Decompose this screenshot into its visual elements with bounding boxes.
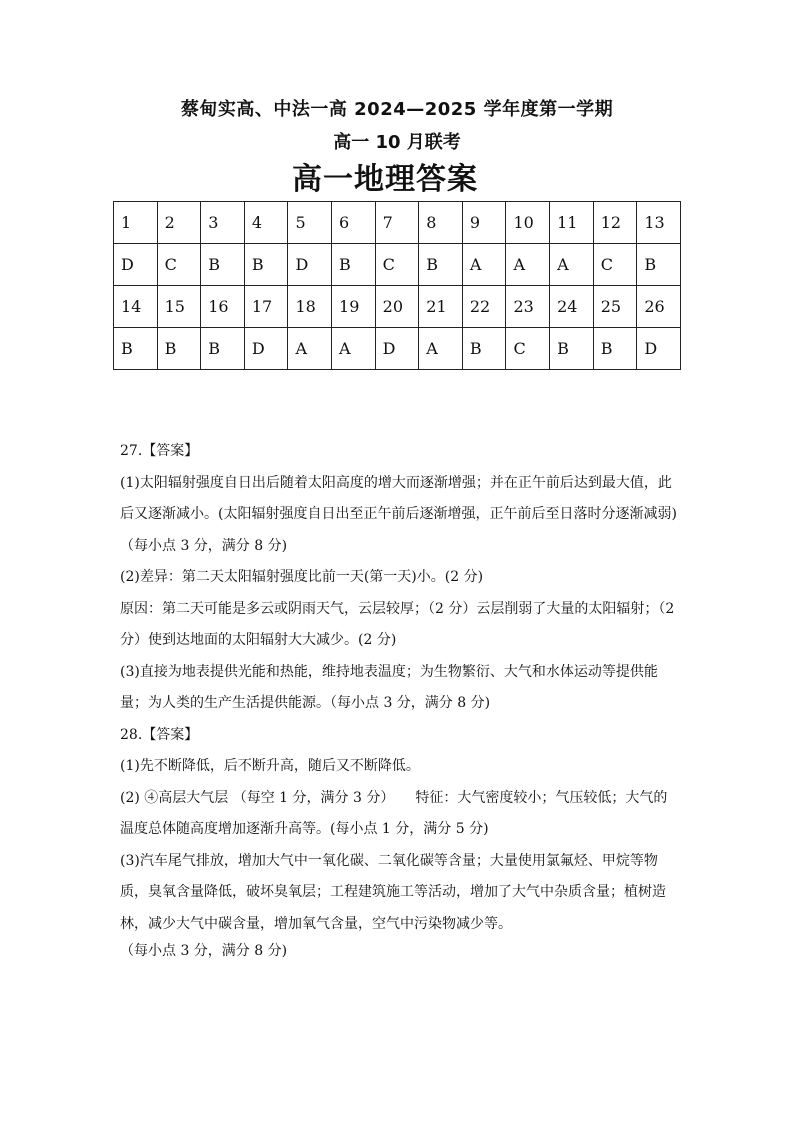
question-number-cell: 17 — [244, 286, 288, 328]
question-number-cell: 18 — [288, 286, 332, 328]
question-number-cell: 11 — [550, 202, 594, 244]
question-number-cell: 22 — [462, 286, 506, 328]
answer-letter-cell: D — [375, 328, 419, 370]
question-number-cell: 26 — [637, 286, 681, 328]
answer-letter-cell: B — [462, 328, 506, 370]
answer-letter-cell: A — [550, 244, 594, 286]
question-number-row — [114, 286, 681, 328]
answer-letter-cell: D — [288, 244, 332, 286]
question-number-cell: 13 — [637, 202, 681, 244]
answer-letter-row — [114, 244, 681, 286]
question-number-cell: 15 — [157, 286, 201, 328]
answer-letter-cell: D — [637, 328, 681, 370]
answer-letter-cell: B — [637, 244, 681, 286]
q27-part2: (2)差异：第二天太阳辐射强度比前一天(第一天)小。(2 分) — [120, 569, 484, 585]
answer-letter-cell: C — [506, 328, 550, 370]
question-number-cell: 16 — [201, 286, 245, 328]
question-number-cell: 2 — [157, 202, 201, 244]
question-number-cell: 8 — [419, 202, 463, 244]
question-number-cell: 14 — [114, 286, 158, 328]
answer-body — [120, 436, 680, 962]
answer-letter-cell: B — [244, 244, 288, 286]
q28-part3-score: （每小点 3 分，满分 8 分) — [120, 943, 288, 959]
answer-key-table — [113, 201, 681, 370]
exam-title-school: 蔡甸实高、中法一高 2024—2025 学年度第一学期 — [180, 99, 614, 120]
answer-letter-cell: C — [375, 244, 419, 286]
answer-letter-row — [114, 328, 681, 370]
question-number-cell: 25 — [593, 286, 637, 328]
question-number-cell: 24 — [550, 286, 594, 328]
question-number-cell: 19 — [332, 286, 376, 328]
answer-letter-cell: A — [332, 328, 376, 370]
answer-letter-cell: A — [506, 244, 550, 286]
q27-part1: (1)太阳辐射强度自日出后随着太阳高度的增大而逐渐增强；并在正午前后达到最大值，此后又逐渐减小。(太阳辐射强度自日出至正午前后逐渐增强，正午前后至日落时分逐渐减弱)（每小点 3 分，满分 8 分) — [120, 474, 677, 554]
answer-letter-cell: B — [593, 328, 637, 370]
question-number-cell: 1 — [114, 202, 158, 244]
answer-letter-cell: B — [419, 244, 463, 286]
question-number-cell: 10 — [506, 202, 550, 244]
answer-letter-cell: C — [157, 244, 201, 286]
q28-part3: (3)汽车尾气排放，增加大气中一氧化碳、二氧化碳等含量；大量使用氯氟烃、甲烷等物质，臭氧含量降低，破坏臭氧层；工程建筑施工等活动，增加了大气中杂质含量；植树造林，减少大气中碳含量，增加氧气含量，空气中污染物减少等。 — [120, 852, 666, 932]
question-number-row — [114, 202, 681, 244]
answer-letter-cell: B — [157, 328, 201, 370]
question-number-cell: 4 — [244, 202, 288, 244]
page-title: 高一地理答案 — [292, 162, 478, 197]
answer-letter-cell: B — [201, 328, 245, 370]
answer-letter-cell: A — [288, 328, 332, 370]
exam-title-session: 高一 10 月联考 — [333, 132, 461, 153]
answer-letter-cell: D — [114, 244, 158, 286]
question-number-cell: 12 — [593, 202, 637, 244]
answer-letter-cell: A — [462, 244, 506, 286]
q27-heading: 27.【答案】 — [120, 443, 199, 459]
answer-letter-cell: D — [244, 328, 288, 370]
question-number-cell: 7 — [375, 202, 419, 244]
answer-letter-cell: B — [201, 244, 245, 286]
answer-letter-cell: B — [114, 328, 158, 370]
question-number-cell: 9 — [462, 202, 506, 244]
q27-part3: (3)直接为地表提供光能和热能，维持地表温度；为生物繁衍、大气和水体运动等提供能量；为人类的生产生活提供能源。（每小点 3 分，满分 8 分) — [120, 663, 658, 711]
question-number-cell: 6 — [332, 202, 376, 244]
q28-heading: 28.【答案】 — [120, 726, 199, 743]
answer-letter-cell: B — [550, 328, 594, 370]
answer-letter-cell: B — [332, 244, 376, 286]
question-number-cell: 20 — [375, 286, 419, 328]
question-number-cell: 23 — [506, 286, 550, 328]
q27-part2-reason: 原因：第二天可能是多云或阴雨天气，云层较厚；（2 分）云层削弱了大量的太阳辐射；（2 分）使到达地面的太阳辐射大大减少。(2 分) — [120, 600, 675, 648]
q28-part1: (1)先不断降低，后不断升高，随后又不断降低。 — [120, 758, 420, 774]
answer-letter-cell: C — [593, 244, 637, 286]
question-number-cell: 5 — [288, 202, 332, 244]
question-number-cell: 21 — [419, 286, 463, 328]
q28-part2: (2) ④高层大气层 （每空 1 分，满分 3 分） 特征：大气密度较小；气压较低；大气的温度总体随高度增加逐渐升高等。(每小点 1 分，满分 5 分) — [120, 789, 668, 837]
question-number-cell: 3 — [201, 202, 245, 244]
answer-letter-cell: A — [419, 328, 463, 370]
